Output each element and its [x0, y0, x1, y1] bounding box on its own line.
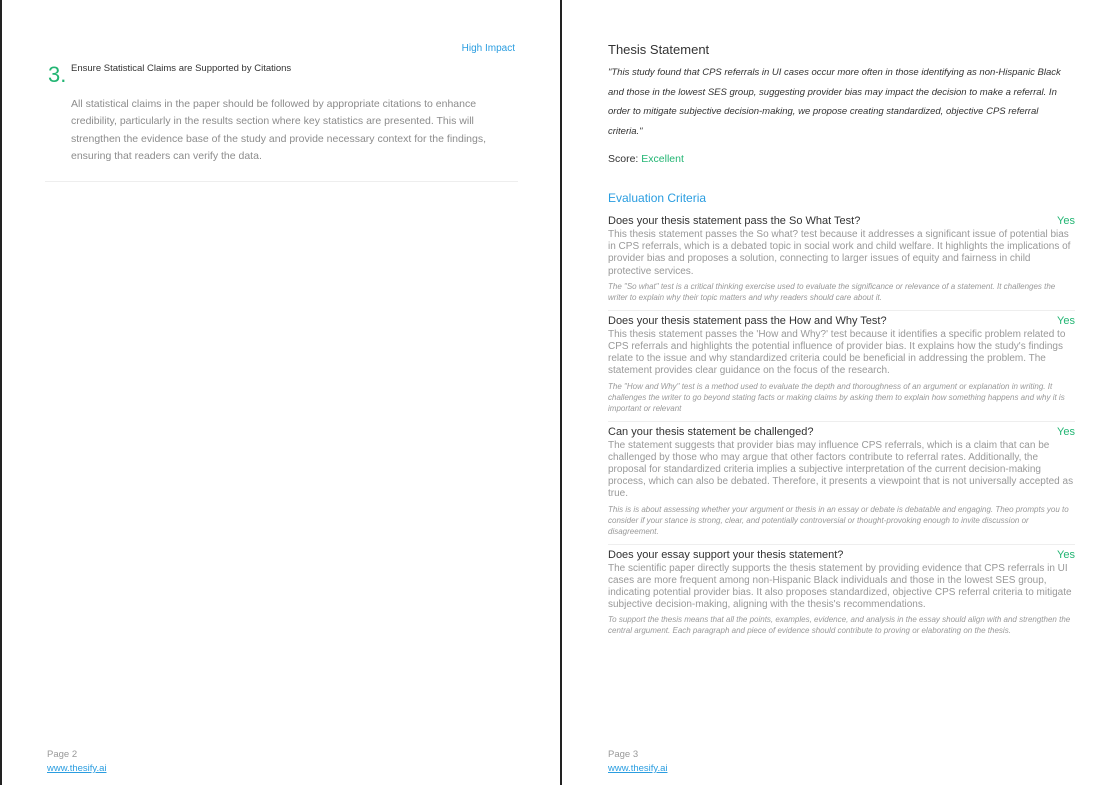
criterion-answer: Yes	[1057, 548, 1075, 561]
thesis-section	[608, 42, 1075, 643]
evaluation-heading: Evaluation Criteria	[608, 191, 707, 205]
section-title: Thesis Statement	[608, 42, 710, 57]
criterion-answer: Yes	[1057, 314, 1075, 327]
score-value: Excellent	[641, 153, 684, 165]
criterion-note: This is is about assessing whether your argument or thesis in an essay or debate is debatable and engaging. Theo prompts you to consider if your stance is strong, clear, and potentially controversial or thought-provoking enough to invite discussion or disagreement.	[608, 504, 1069, 536]
criterion-answer: Yes	[1057, 425, 1075, 438]
page-number: Page 2	[47, 749, 78, 760]
recommendation-number: 3.	[48, 62, 67, 87]
criterion-description: The scientific paper directly supports the thesis statement by providing evidence that CPS referrals in UI cases are more frequent among non-Hispanic Black individuals and those in the lowest SES group, indicating potential provider bias. It also proposes standardized, objective CPS referral criteria to mitigate subjective decision-making, aligning with the thesis's recommendations.	[608, 562, 1072, 611]
criterion-question: Does your thesis statement pass the How and Why Test?	[608, 314, 887, 327]
separator	[45, 181, 518, 182]
page-footer	[47, 748, 106, 776]
criterion-question: Can your thesis statement be challenged?	[608, 425, 814, 438]
criterion-note: The "So what" test is a critical thinking exercise used to evaluate the significance or relevance of a statement. It challenges the writer to explain why their topic matters and why readers should care about it.	[608, 281, 1056, 302]
page-3	[562, 0, 1120, 785]
page-number: Page 3	[608, 749, 639, 760]
criterion-item	[608, 311, 1075, 422]
criterion-note: To support the thesis means that all the points, examples, evidence, and analysis in the essay should align with and strengthen the central argument. Each paragraph and piece of evidence should contribute to proving or elaborating on the thesis.	[608, 615, 1071, 636]
criterion-answer: Yes	[1057, 215, 1075, 227]
website-link[interactable]: www.thesify.ai	[47, 763, 107, 774]
impact-badge: High Impact	[461, 43, 515, 54]
recommendation-title: Ensure Statistical Claims are Supported by Citations	[71, 63, 292, 74]
criteria-list	[608, 211, 1075, 643]
recommendation-body: All statistical claims in the paper should be followed by appropriate citations to enhance credibility, particularly in the results section where key statistics are presented. This will strengthen the evidence base of the study and provide necessary context for the findings, ensuring that readers can verify the data.	[71, 98, 487, 162]
criterion-description: This thesis statement passes the So what? test because it addresses a significant issue of potential bias in CPS referrals, which is a debated topic in social work and child welfare. It highlights the implications of provider bias and proposes a solution, connecting to larger issues of equity and fairness in child protective services.	[608, 229, 1071, 277]
criterion-item	[608, 211, 1075, 311]
criterion-item	[608, 545, 1075, 644]
criterion-item	[608, 422, 1075, 545]
criterion-question: Does your essay support your thesis statement?	[608, 548, 844, 561]
criterion-description: This thesis statement passes the 'How and Why?' test because it identifies a specific problem related to CPS referrals and highlights the potential influence of provider bias. It explains how the study's findings relate to the issue and why standardized criteria could be beneficial in addressing the problem. The statement provides clear guidance on the focus of the research.	[608, 328, 1066, 377]
score-label: Score:	[608, 153, 639, 165]
score	[608, 153, 1075, 165]
criterion-description: The statement suggests that provider bias may influence CPS referrals, which is a claim that can be challenged by those who may argue that other factors contribute to referral rates. Additionally, the proposal for standardized criteria implies a subjective interpretation of the current decision-making process, which can also be debated. Therefore, it presents a viewpoint that is not universally accepted as true.	[608, 439, 1074, 500]
page-footer	[608, 748, 667, 776]
page-2	[2, 0, 560, 785]
criterion-note: The "How and Why" test is a method used to evaluate the depth and thoroughness of an argument or explanation in writing. It challenges the writer to go beyond stating facts or making claims by asking them to explain how something happens and why it is important or relevant	[608, 381, 1065, 413]
criterion-question: Does your thesis statement pass the So What Test?	[608, 215, 861, 227]
thesis-quote: "This study found that CPS referrals in UI cases occur more often in those identifying as non-Hispanic Black and those in the lowest SES group, suggesting provider bias may impact the decision to make a referral. In order to mitigate subjective decision-making, we propose creating standardized, objective CPS referral criteria."	[608, 67, 1061, 137]
website-link[interactable]: www.thesify.ai	[608, 763, 668, 774]
